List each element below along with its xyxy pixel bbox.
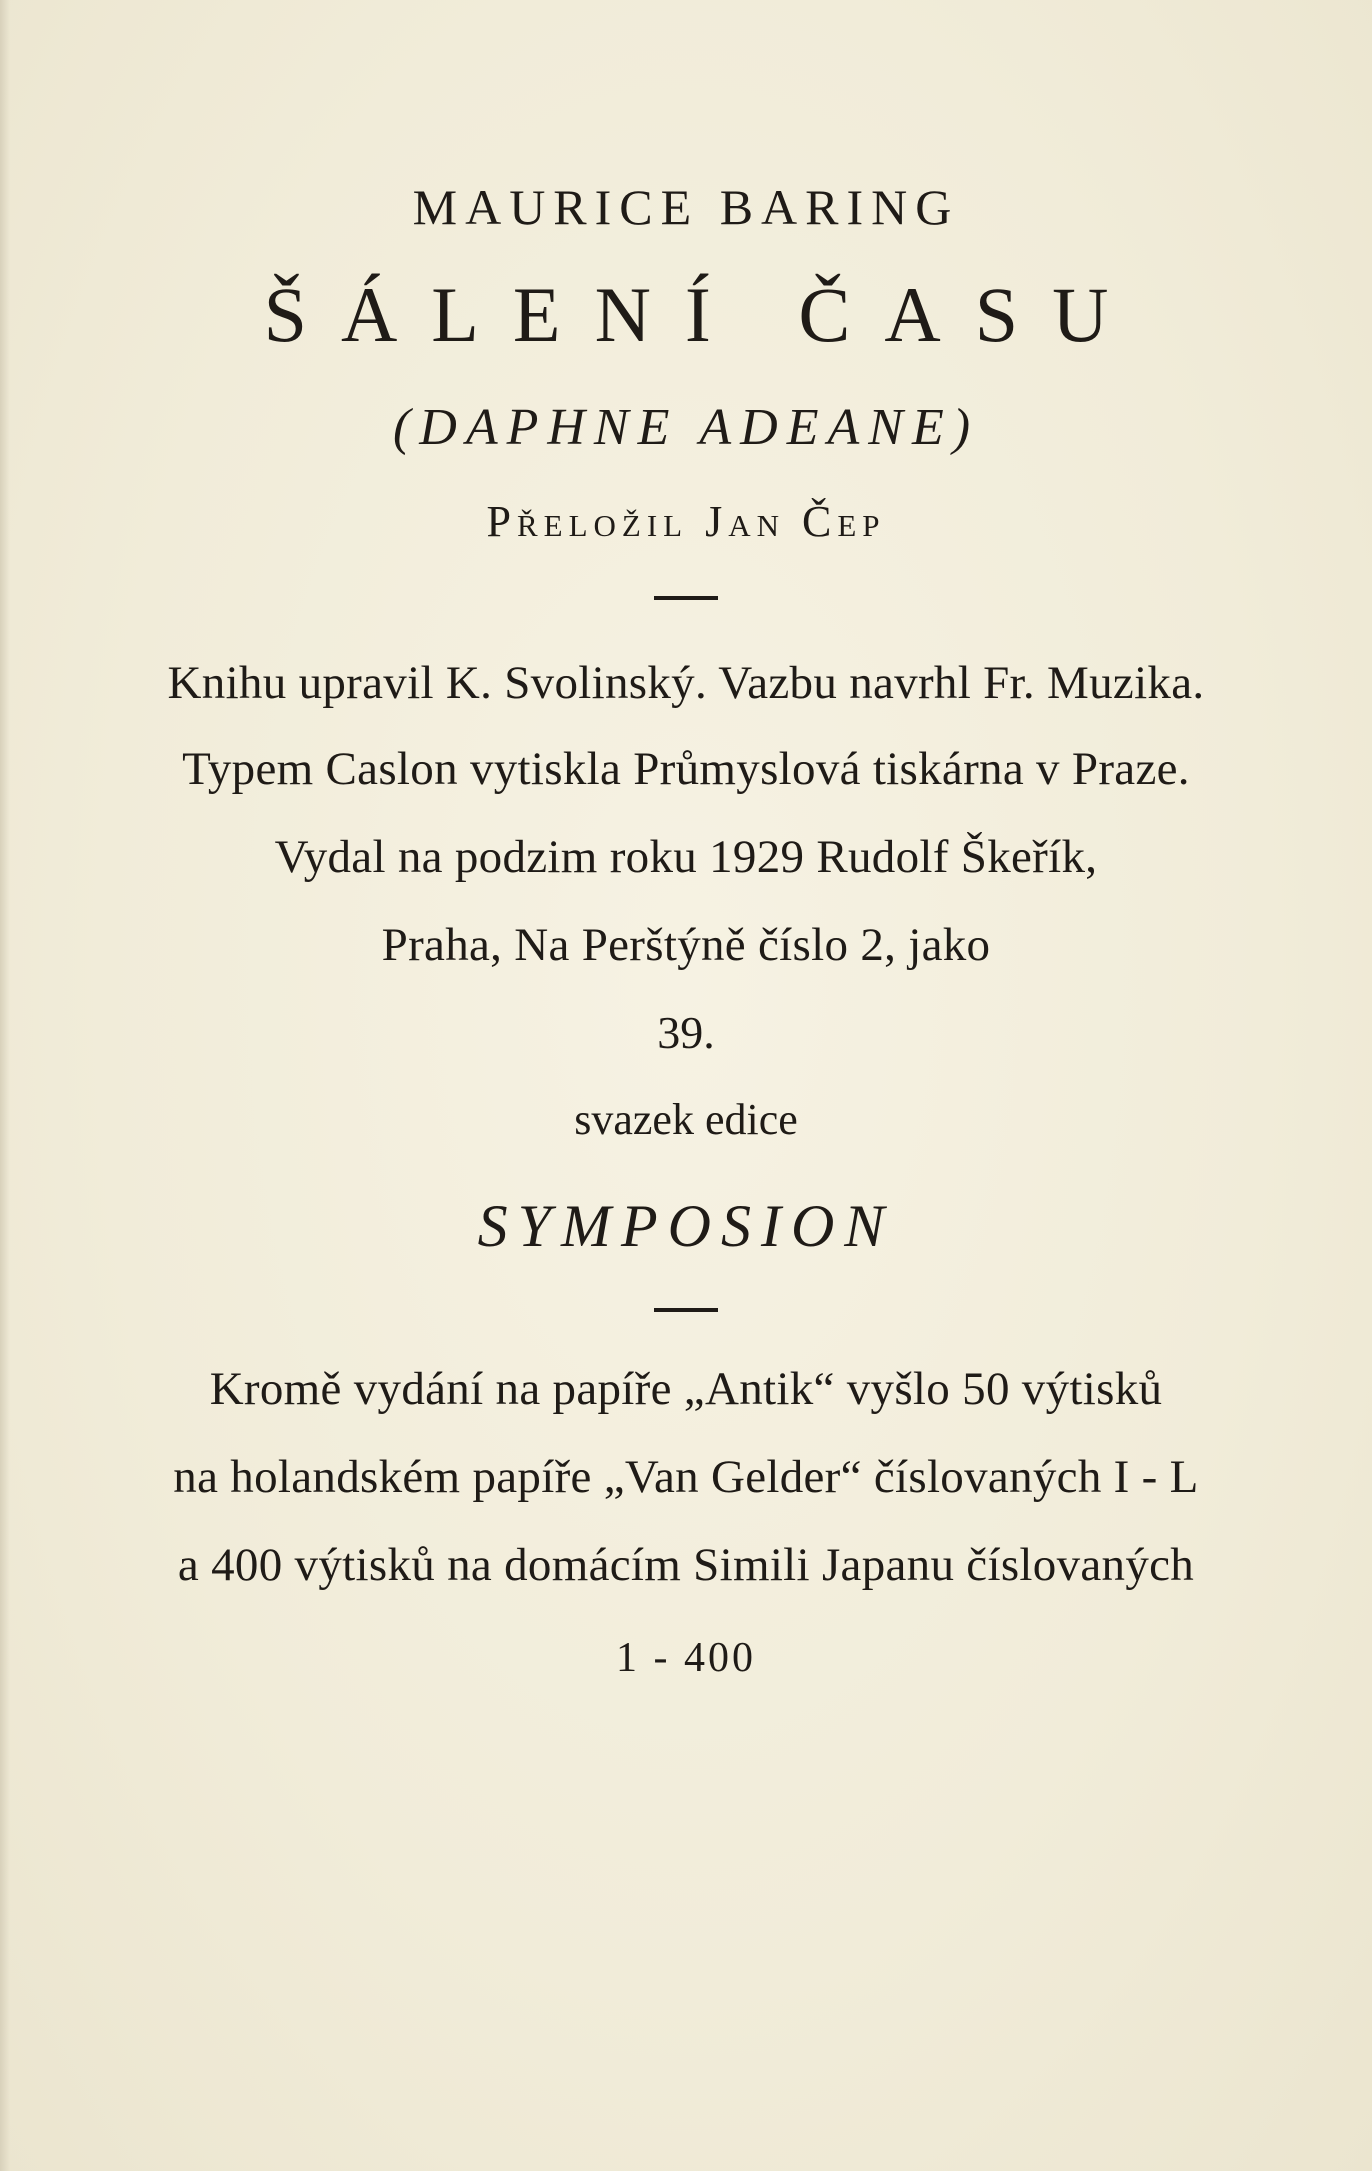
edition-note-line: na holandském papíře „Van Gelder“ číslovaných I - L [173,1451,1199,1503]
book-title: ŠÁLENÍ ČASU [263,271,1143,358]
imprint-line-printer: Typem Caslon vytiskla Průmyslová tiskárna v Praze. [182,743,1190,795]
book-subtitle: (DAPHNE ADEANE) [392,399,980,456]
edition-label: svazek edice [574,1095,798,1144]
imprint-line-address: Praha, Na Perštýně číslo 2, jako [381,919,991,971]
edition-note-line: Kromě vydání na papíře „Antik“ vyšlo 50 výtisků [209,1363,1163,1415]
volume-number: 39. [657,1007,715,1058]
numbering-range: 1 - 400 [616,1635,756,1681]
series-name: SYMPOSION [477,1193,895,1259]
edition-note-line: a 400 výtisků na domácím Simili Japanu číslovaných [177,1539,1195,1591]
divider-rule [654,596,718,600]
imprint-line-publisher: Vydal na podzim roku 1929 Rudolf Škeřík, [274,831,1098,883]
divider-rule [654,1308,718,1312]
author-name: MAURICE BARING [412,179,960,235]
translator-credit: Přeložil Jan Čep [486,497,886,546]
imprint-line-design: Knihu upravil K. Svolinský. Vazbu navrhl Fr. Muzika. [167,657,1205,709]
